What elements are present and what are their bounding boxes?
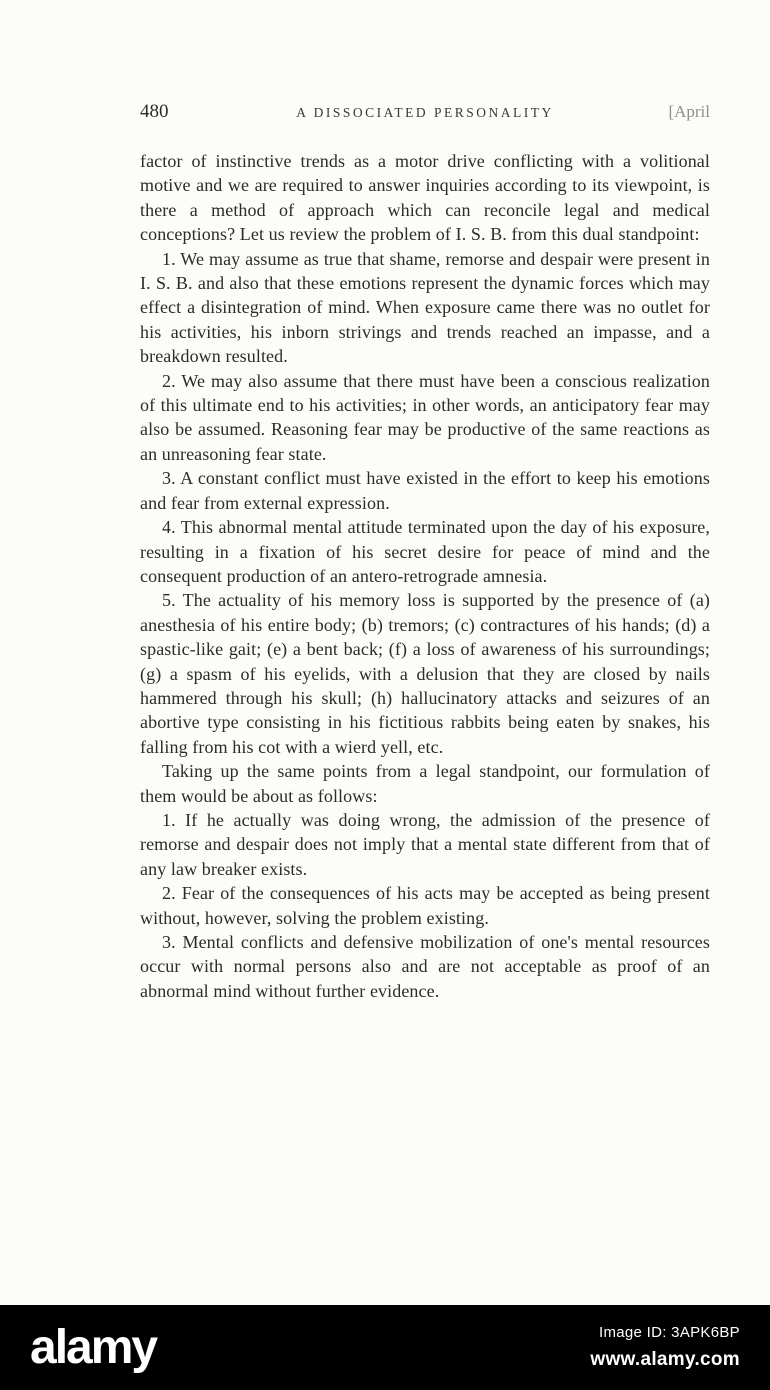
paragraph: Taking up the same points from a legal standpoint, our formulation of them would be about as follows: <box>140 761 710 806</box>
alamy-logo: alamy <box>30 1320 157 1374</box>
paragraph: 3. Mental conflicts and defensive mobilization of one's mental resources occur with normal persons also and are not acceptable as proof of an abnormal mind without further evidence. <box>140 932 710 1001</box>
paragraph: 1. If he actually was doing wrong, the admission of the presence of remorse and despair does not imply that a mental state different from that of any law breaker exists. <box>140 809 710 879</box>
paragraph: factor of instinctive trends as a motor drive conflicting with a volitional motive and we are required to answer inquiries according to its viewpoint, is there a method of approach which can reconcile legal and medical conceptions? Let us review the problem of I. S. B. from this dual standpoint: <box>140 151 710 245</box>
alamy-url: www.alamy.com <box>590 1349 740 1370</box>
header-date: [April <box>668 102 710 121</box>
article-body <box>140 149 710 1003</box>
page-number: 480 <box>140 101 169 122</box>
watermark-info <box>590 1324 740 1371</box>
paragraph: 2. Fear of the consequences of his acts may be accepted as being present without, however, solving the problem existing. <box>140 883 710 928</box>
running-title: A DISSOCIATED PERSONALITY <box>296 105 554 120</box>
paragraph: 1. We may assume as true that shame, remorse and despair were present in I. S. B. and also that these emotions represent the dynamic forces which may effect a disintegration of mind. When exposure came there was no outlet for his activities, his inborn strivings and trends reached an impasse, and a breakdown resulted. <box>140 248 710 367</box>
image-id: Image ID: 3APK6BP <box>598 1324 740 1341</box>
paragraph: 2. We may also assume that there must have been a conscious realization of this ultimate end to his activities; in other words, an anticipatory fear may also be assumed. Reasoning fear may be productive of the same reactions as an unreasoning fear state. <box>140 370 710 464</box>
page-header <box>140 101 710 123</box>
watermark-bar <box>0 1305 770 1390</box>
paragraph: 4. This abnormal mental attitude terminated upon the day of his exposure, resulting in a fixation of his secret desire for peace of mind and the consequent production of an antero-retrograde amnesia. <box>140 517 710 586</box>
paragraph: 5. The actuality of his memory loss is supported by the presence of (a) anesthesia of his entire body; (b) tremors; (c) contractures of his hands; (d) a spastic-like gait; (e) a bent back; (f) a loss of awareness of his surroundings; (g) a spasm of his eyelids, with a delusion that they are closed by nails hammered through his skull; (h) hallucinatory attacks and seizures of an abortive type consisting in his fictitious rabbits being eaten by snakes, his falling from his cot with a wierd yell, etc. <box>140 590 710 757</box>
paragraph: 3. A constant conflict must have existed in the effort to keep his emotions and fear from external expression. <box>140 468 710 513</box>
